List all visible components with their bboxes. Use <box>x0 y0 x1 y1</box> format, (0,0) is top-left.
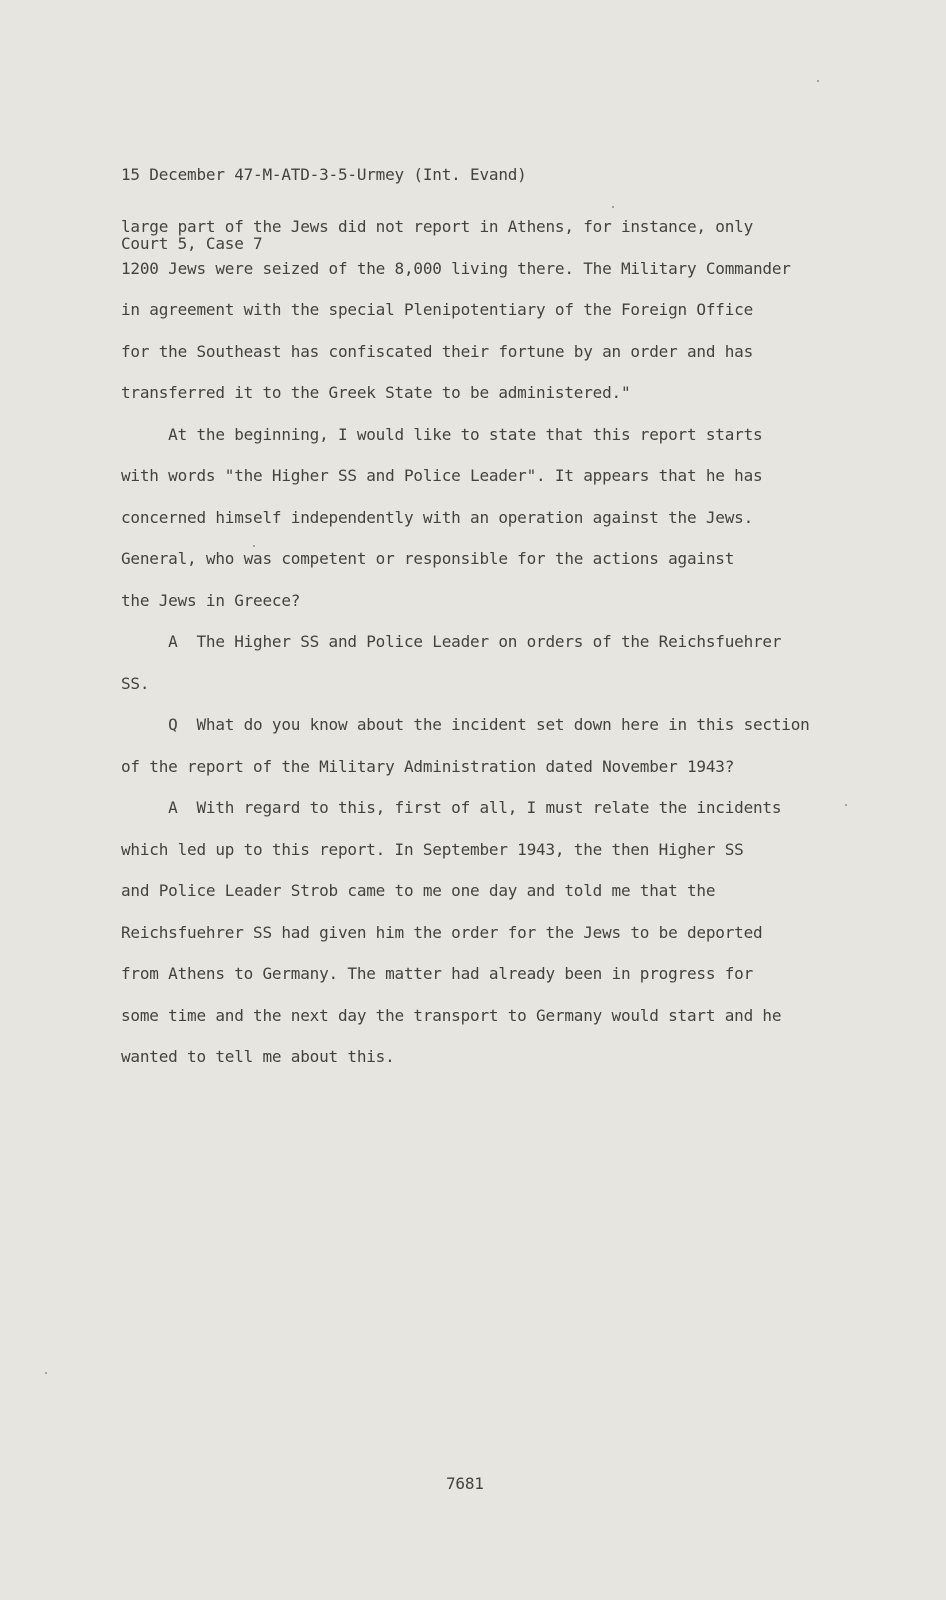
transcript-line: and Police Leader Strob came to me one day and told me that the <box>121 881 716 900</box>
transcript-line: Reichsfuehrer SS had given him the order for the Jews to be deported <box>121 922 763 942</box>
transcript-line: At the beginning, I would like to state that this report starts <box>121 424 763 444</box>
transcript-line: Q What do you know about the incident set down here in this section <box>121 715 810 734</box>
transcript-line: in agreement with the special Plenipotentiary of the Foreign Office <box>121 300 753 319</box>
transcript-line: from Athens to Germany. The matter had already been in progress for <box>121 964 753 983</box>
transcript-line: for the Southeast has confiscated their fortune by an order and has <box>121 341 753 361</box>
transcript-line: which led up to this report. In September 1943, the then Higher SS <box>121 839 744 859</box>
transcript-line: SS. <box>121 673 150 693</box>
header-line-court-case: Court 5, Case 7 <box>121 234 263 253</box>
paper-speck <box>845 804 847 806</box>
transcript-line: wanted to tell me about this. <box>121 1047 395 1066</box>
transcript-line: transferred it to the Greek State to be administered." <box>121 383 631 402</box>
paper-speck <box>817 80 819 82</box>
transcript-line: large part of the Jews did not report in Athens, for instance, only <box>121 217 753 236</box>
paper-speck <box>253 545 255 547</box>
paper-speck <box>45 1372 47 1374</box>
paper-speck <box>612 206 614 208</box>
transcript-line: concerned himself independently with an operation against the Jews. <box>121 507 753 527</box>
header-line-date-reference: 15 December 47-M-ATD-3-5-Urmey (Int. Evand) <box>121 165 527 184</box>
transcript-line: with words "the Higher SS and Police Leader". It appears that he has <box>121 466 763 485</box>
transcript-line: of the report of the Military Administration dated November 1943? <box>121 756 735 776</box>
transcript-line: the Jews in Greece? <box>121 590 301 610</box>
transcript-line: some time and the next day the transport to Germany would start and he <box>121 1005 782 1025</box>
transcript-line: A With regard to this, first of all, I must relate the incidents <box>121 798 782 817</box>
transcript-line: A The Higher SS and Police Leader on orders of the Reichsfuehrer <box>121 632 782 651</box>
transcript-line: General, who was competent or responsible for the actions against <box>121 549 735 568</box>
transcript-line: 1200 Jews were seized of the 8,000 living there. The Military Commander <box>121 258 791 278</box>
page-number: 7681 <box>446 1474 484 1493</box>
